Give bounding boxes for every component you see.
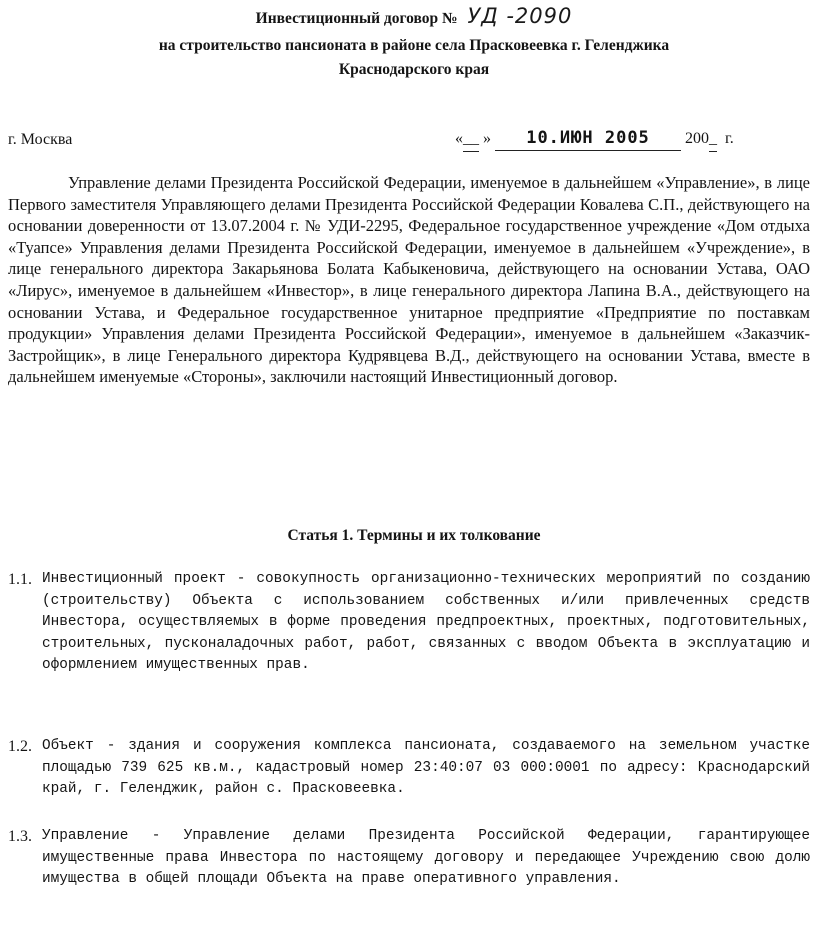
clause-number: 1.2. bbox=[8, 738, 32, 755]
clause-text: Объект - здания и сооружения комплекса пансионата, создаваемого на земельном участке площадью 739 625 кв.м., кадастровый номер 23:40:07 03 000:0001 по адресу: Краснодарский край, г. Геленджик, район с. Прасковеевка. bbox=[42, 738, 810, 798]
contract-title-text: Инвестиционный договор № bbox=[255, 10, 458, 27]
clause-number: 1.1. bbox=[8, 571, 32, 588]
clause-number: 1.3. bbox=[8, 828, 32, 845]
date-stamp: 10.ИЮН 2005 bbox=[495, 126, 681, 151]
contract-subtitle-line1: на строительство пансионата в районе села Прасковеевка г. Геленджика bbox=[158, 37, 670, 54]
clause-1-2 bbox=[8, 736, 810, 801]
day-blank: __ bbox=[463, 127, 479, 152]
year-suffix: г. bbox=[725, 130, 734, 147]
contract-title bbox=[0, 6, 828, 29]
contract-date bbox=[455, 126, 734, 152]
handwritten-contract-number: УД -2090 bbox=[467, 4, 573, 28]
city-label: г. Москва bbox=[8, 131, 73, 148]
year-blank: _ bbox=[709, 127, 717, 152]
section-heading: Статья 1. Термины и их толкование bbox=[287, 527, 541, 544]
day-open-quote: « bbox=[455, 130, 463, 147]
year-prefix: 200 bbox=[685, 130, 709, 147]
clause-1-3 bbox=[8, 826, 810, 891]
clause-text: Управление - Управление делами Президента Российской Федерации, гарантирующее имущественные права Инвестора по настоящему договору и передающее Учреждению свою долю имущества в общей площади Объекта на праве оперативного управления. bbox=[42, 828, 810, 888]
clause-1-1 bbox=[8, 569, 810, 677]
clause-text: Инвестиционный проект - совокупность организационно-технических мероприятий по созданию (строительству) Объекта с использованием собственных и/или привлеченных средств Инвестора, осуществляемых в форме проведения предпроектных, проектных, подготовительных, строительных, пусконаладочных работ, работ, связанных с вводом Объекта в эксплуатацию и оформлением имущественных прав. bbox=[42, 571, 810, 674]
day-close-quote: » bbox=[483, 130, 491, 147]
preamble-paragraph: Управление делами Президента Российской Федерации, именуемое в дальнейшем «Управление», в лице Первого заместителя Управляющего делами Президента Российской Федерации Ковалева С.П., действующего на основании доверенности от 13.07.2004 г. № УДИ-2295, Федеральное государственное учреждение «Дом отдыха «Туапсе» Управления делами Президента Российской Федерации, именуемое в дальнейшем «Учреждение», в лице генерального директора Закарьянова Болата Кабыкеновича, действующего на основании Устава, ОАО «Лирус», именуемое в дальнейшем «Инвестор», в лице генерального директора Лапина В.А., действующего на основании Устава, и Федеральное государственное унитарное предприятие «Предприятие по поставкам продукции» Управления делами Президента Российской Федерации», именуемое в дальнейшем «Заказчик-Застройщик», в лице Генерального директора Кудрявцева В.Д., действующего на основании Устава, вместе в дальнейшем именуемые «Стороны», заключили настоящий Инвестиционный договор. bbox=[8, 173, 810, 387]
contract-subtitle-line2: Краснодарского края bbox=[338, 61, 490, 78]
